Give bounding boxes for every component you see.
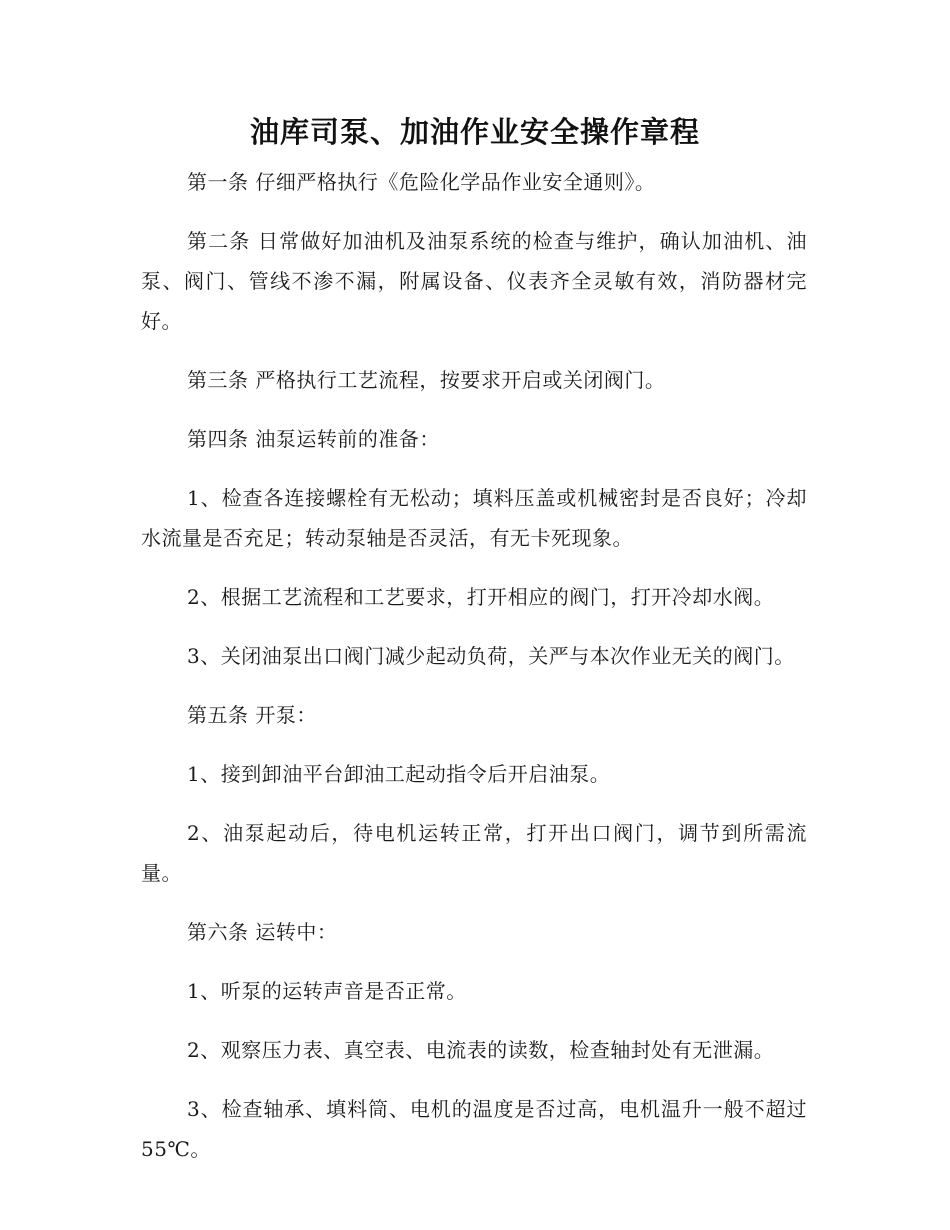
paragraph-article-5: 第五条 开泵：: [187, 703, 317, 727]
paragraph-article-4-item-2: 2、根据工艺流程和工艺要求，打开相应的阀门，打开冷却水阀。: [187, 585, 775, 609]
paragraph-article-3: 第三条 严格执行工艺流程，按要求开启或关闭阀门。: [187, 368, 666, 392]
paragraph-article-6-item-2: 2、观察压力表、真空表、电流表的读数，检查轴封处有无泄漏。: [187, 1038, 775, 1062]
document-body: [141, 162, 807, 1188]
paragraph-article-6: 第六条 运转中：: [187, 920, 338, 944]
paragraph-article-4-item-1: 1、检查各连接螺栓有无松动；填料压盖或机械密封是否良好；冷却水流量是否充足；转动泵轴是否灵活，有无卡死现象。: [141, 486, 807, 550]
document-title: 油库司泵、加油作业安全操作章程: [249, 115, 700, 149]
paragraph-article-2: 第二条 日常做好加油机及油泵系统的检查与维护，确认加油机、油泵、阀门、管线不渗不漏，附属设备、仪表齐全灵敏有效，消防器材完好。: [141, 229, 807, 333]
paragraph-article-6-item-3: 3、检查轴承、填料筒、电机的温度是否过高，电机温升一般不超过55℃。: [141, 1097, 807, 1161]
paragraph-article-1: 第一条 仔细严格执行《危险化学品作业安全通则》。: [187, 170, 656, 194]
paragraph-article-4: 第四条 油泵运转前的准备：: [187, 427, 440, 451]
paragraph-article-5-item-1: 1、接到卸油平台卸油工起动指令后开启油泵。: [187, 762, 611, 786]
paragraph-article-6-item-1: 1、听泵的运转声音是否正常。: [187, 979, 467, 1003]
paragraph-article-4-item-3: 3、关闭油泵出口阀门减少起动负荷，关严与本次作业无关的阀门。: [187, 644, 795, 668]
paragraph-article-5-item-2: 2、油泵起动后，待电机运转正常，打开出口阀门，调节到所需流量。: [141, 821, 807, 885]
